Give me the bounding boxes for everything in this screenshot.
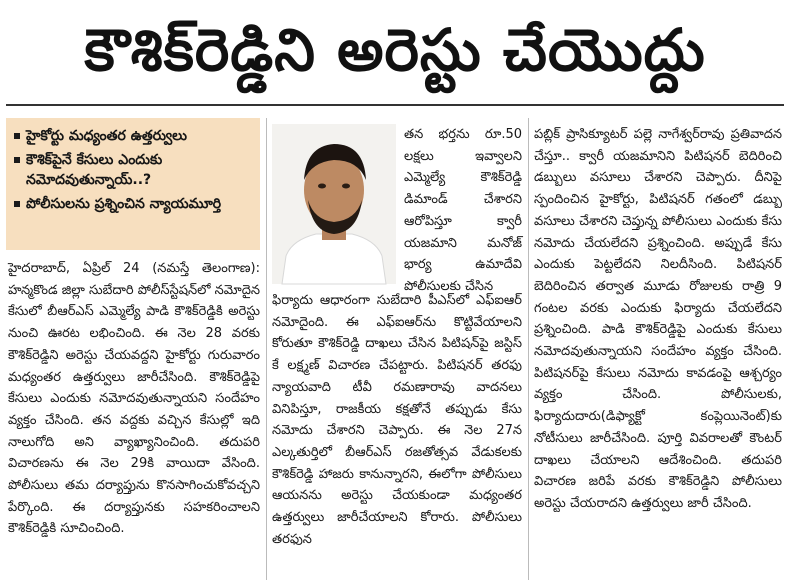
column-divider [266, 118, 267, 580]
article-column-1: హైదరాబాద్, ఏప్రిల్ 24 (నమస్తే తెలంగాణ): హన్మకొండ జిల్లా సుబేదారి పోలీస్‌స్టేషన్‌లో నమోదైన కేసులో బీఆర్‌ఎస్ ఎమ్మెల్యే పాడి కౌశిక్‌రెడ్డికి అరెస్టు నుంచి ఊరట లభించింది. ఈ నెల 28 వరకు కౌశిక్‌రెడ్డిని అరెస్టు చేయవద్దని హైకోర్టు గురువారం మధ్యంతర ఉత్తర్వులు జారీచేసింది. కౌశిక్‌రెడ్డిపై కేసులు ఎందుకు నమోదవుతున్నాయని సందేహం వ్యక్తం చేసింది. తన వద్దకు వచ్చిన కేసుల్లో ఇది నాలుగోది అని వ్యాఖ్యానించింది. తదుపరి విచారణను ఈ నెల 29కి వాయిదా వేసింది. పోలీసులు తమ దర్యాప్తును కొనసాగించుకోవచ్చని పేర్కొంది. ఈ దర్యాప్తునకు సహకరించాలని కౌశిక్‌రెడ్డికి సూచించింది. [8, 261, 260, 537]
bullet-icon [14, 201, 20, 207]
highlight-text: పోలీసులను ప్రశ్నించిన న్యాయమూర్తి [26, 196, 222, 212]
highlight-item [14, 194, 252, 214]
highlights-box [6, 118, 260, 250]
article-column-2-bottom: ఫిర్యాదు ఆధారంగా సుబేదారి పీఎస్‌లో ఎఫ్‌ఐఆర్ నమోదైంది. ఈ ఎఫ్‌ఐఆర్‌ను కొట్టివేయాలని కోరుతూ కౌశిక్‌రెడ్డి దాఖలు చేసిన పిటిషన్‌పై జస్టిస్ కే లక్ష్మణ్ విచారణ చేపట్టారు. పిటిషనర్ తరఫు న్యాయవాది టీవీ రమణారావు వాదనలు వినిపిస్తూ, రాజకీయ కక్షతోనే తప్పుడు కేసు నమోదు చేశారని చెప్పారు. ఈ నెల 27న ఎల్కతుర్తిలో బీఆర్‌ఎస్ రజతోత్సవ వేడుకలకు కౌశిక్‌రెడ్డి హాజరు కానున్నారని, ఈలోగా పోలీసులు ఆయనను అరెస్టు చేయకుండా మధ్యంతర ఉత్తర్వులు జారీచేయాలని కోరారు. పోలీసులు తరఫున [272, 293, 522, 547]
highlight-text: కౌశిక్‌పైనే కేసులు ఎందుకు నమోదవుతున్నాయ్..? [26, 152, 163, 188]
highlight-item [14, 126, 252, 146]
person-portrait-icon [272, 124, 396, 284]
article-column-3: పబ్లిక్ ప్రాసిక్యూటర్ పల్లె నాగేశ్వర్‌రావు ప్రతివాదన చేస్తూ.. క్వారీ యజమానిని పిటిషనర్ బెదిరించి డబ్బులు వసూలు చేశారని చెప్పారు. దీనిపై స్పందించిన హైకోర్టు, పిటిషనర్ గతంలో డబ్బు వసూలు చేశారని చెప్తున్న పోలీసులు ఎందుకు కేసు నమోదు చేయలేదని ప్రశ్నించింది. అప్పుడే కేసు ఎందుకు పెట్టలేదని నిలదీసింది. పిటిషనర్ బెదిరించిన తర్వాత మూడు రోజులకు రాత్రి 9 గంటల వరకు ఎందుకు ఫిర్యాదు చేయలేదని ప్రశ్నించింది. పాడి కౌశిక్‌రెడ్డిపై ఎందుకు కేసులు నమోదవుతున్నాయని సందేహం వ్యక్తం చేసింది. పిటిషనర్‌పై కేసులు నమోదు కావడంపై ఆశ్చర్యం వ్యక్తం చేసింది. పోలీసులకు, ఫిర్యాదుదారు(డిఫ్యాక్టో కంప్లెయినెంట్)కు నోటీసులు జారీచేసింది. పూర్తి వివరాలతో కౌంటర్ దాఖలు చేయాలని ఆదేశించింది. తదుపరి విచారణ జరిపే వరకు కౌశిక్‌రెడ్డిని పోలీసులు అరెస్టు చేయరాదని ఉత్తర్వులు జారీ చేసింది. [534, 127, 782, 511]
headline-rule [6, 104, 784, 106]
article-column-2-top: తన భర్తను రూ.50 లక్షలు ఇవ్వాలని ఎమ్మెల్యే కౌశిక్‌రెడ్డి డిమాండ్ చేశారని ఆరోపిస్తూ క్వారీ యజమాని మనోజ్ భార్య ఉమాదేవి పోలీసులకు చేసిన [404, 127, 522, 294]
bullet-icon [14, 157, 20, 163]
highlight-text: హైకోర్టు మధ్యంతర ఉత్తర్వులు [26, 128, 187, 144]
headline: కౌశిక్‌రెడ్డిని అరెస్టు చేయొద్దు [84, 16, 706, 84]
bullet-icon [14, 133, 20, 139]
politician-photo [272, 124, 396, 284]
column-divider [528, 118, 529, 580]
highlight-item [14, 150, 252, 190]
